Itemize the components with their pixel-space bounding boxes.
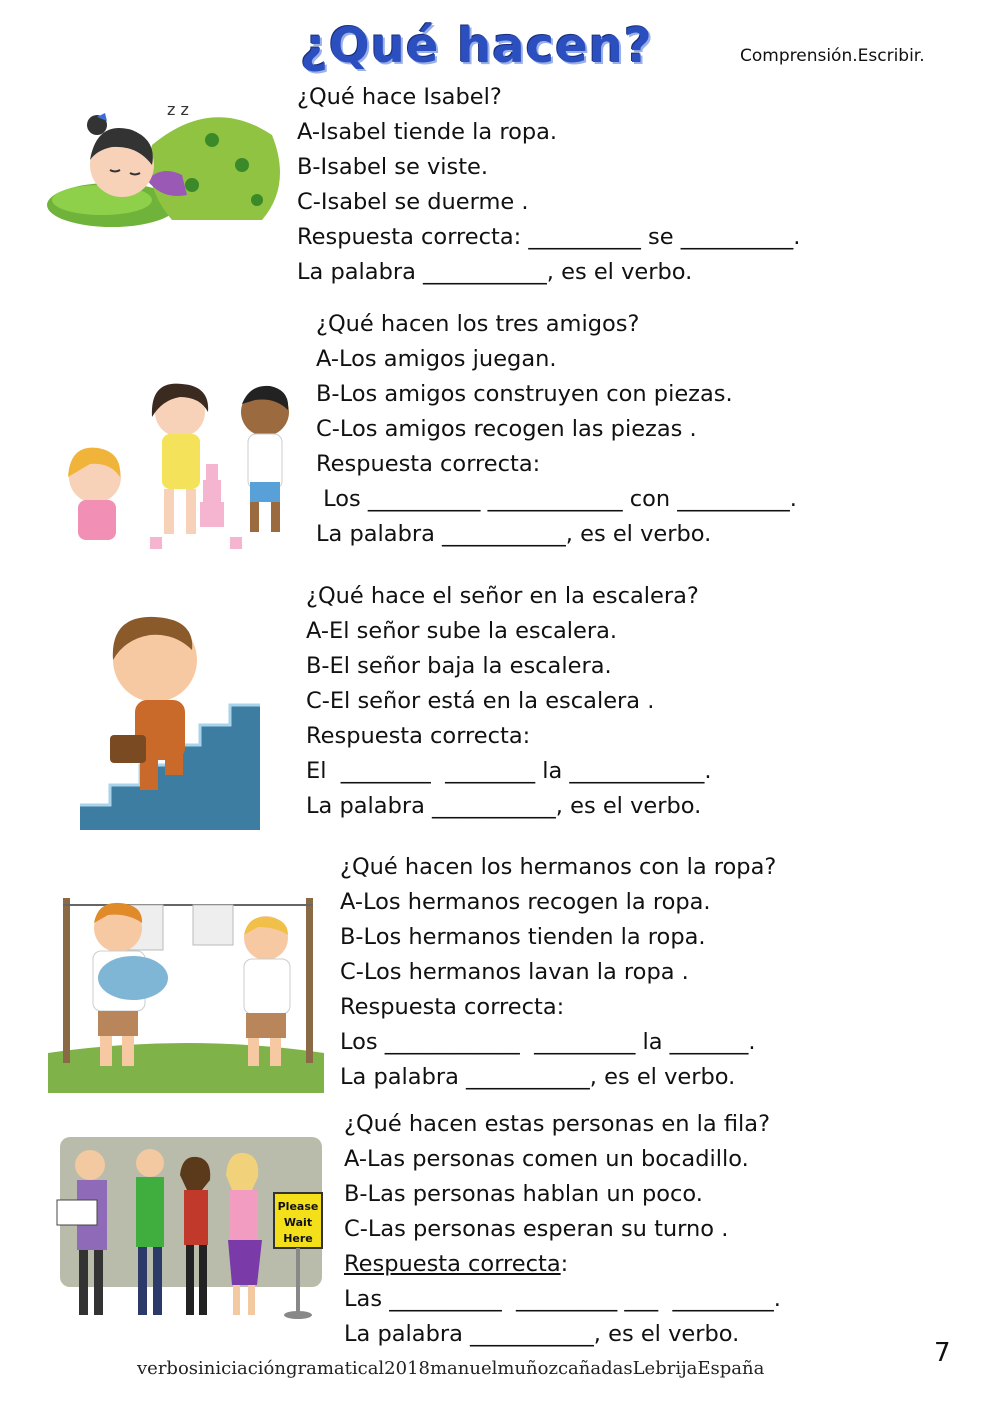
- option-5c: C-Las personas esperan su turno .: [344, 1216, 729, 1242]
- option-1b: B-Isabel se viste.: [297, 154, 489, 180]
- verb-line-3: La palabra ___________, es el verbo.: [306, 793, 702, 819]
- exercise-1: [297, 80, 800, 290]
- verb-line-1: La palabra ___________, es el verbo.: [297, 259, 693, 285]
- answer-line-2: Los __________ ____________ con __________.: [316, 486, 797, 512]
- question-3: ¿Qué hace el señor en la escalera?: [306, 583, 699, 609]
- option-2a: A-Los amigos juegan.: [316, 346, 557, 372]
- question-4: ¿Qué hacen los hermanos con la ropa?: [340, 854, 777, 880]
- answer-label-5-colon: :: [560, 1251, 569, 1277]
- option-3a: A-El señor sube la escalera.: [306, 618, 618, 644]
- three-friends-illustration: [50, 372, 308, 560]
- verb-line-2: La palabra ___________, es el verbo.: [316, 521, 712, 547]
- page-subtitle: Comprensión.Escribir.: [740, 46, 925, 66]
- option-1a: A-Isabel tiende la ropa.: [297, 119, 558, 145]
- option-5a: A-Las personas comen un bocadillo.: [344, 1146, 749, 1172]
- option-3b: B-El señor baja la escalera.: [306, 653, 612, 679]
- page-title: ¿Qué hacen?: [300, 18, 653, 74]
- option-2b: B-Los amigos construyen con piezas.: [316, 381, 733, 407]
- svg-text:z z: z z: [167, 100, 189, 119]
- answer-label-4: Respuesta correcta:: [340, 994, 565, 1020]
- option-2c: C-Los amigos recogen las piezas .: [316, 416, 697, 442]
- option-1c: C-Isabel se duerme .: [297, 189, 529, 215]
- people-in-line-illustration: [52, 1135, 332, 1330]
- exercise-4: [340, 850, 776, 1095]
- exercise-2: [316, 307, 797, 552]
- option-4c: C-Los hermanos lavan la ropa .: [340, 959, 689, 985]
- answer-line-4: Los ____________ _________ la _______.: [340, 1029, 756, 1055]
- question-5: ¿Qué hacen estas personas en la fila?: [344, 1111, 771, 1137]
- option-4b: B-Los hermanos tienden la ropa.: [340, 924, 706, 950]
- sign-text-line-1: Please: [277, 1200, 319, 1213]
- answer-line-5: Las __________ _________ ___ _________.: [344, 1286, 781, 1312]
- exercise-5: [344, 1107, 781, 1352]
- answer-label-5: [344, 1247, 781, 1282]
- brothers-laundry-illustration: [48, 893, 324, 1093]
- option-4a: A-Los hermanos recogen la ropa.: [340, 889, 711, 915]
- answer-line-3: El ________ ________ la ____________.: [306, 758, 712, 784]
- answer-line-1: Respuesta correcta: __________ se __________.: [297, 224, 801, 250]
- exercise-3: [306, 579, 712, 824]
- page-number: 7: [934, 1338, 951, 1368]
- option-3c: C-El señor está en la escalera .: [306, 688, 655, 714]
- answer-label-3: Respuesta correcta:: [306, 723, 531, 749]
- sign-text-line-3: Here: [283, 1232, 313, 1245]
- man-on-stairs-illustration: [80, 605, 265, 830]
- sleeping-girl-illustration: [42, 85, 292, 235]
- verb-line-4: La palabra ___________, es el verbo.: [340, 1064, 736, 1090]
- answer-label-5-text: Respuesta correcta: [344, 1251, 561, 1277]
- question-1: ¿Qué hace Isabel?: [297, 84, 502, 110]
- question-2: ¿Qué hacen los tres amigos?: [316, 311, 640, 337]
- sign-text-line-2: Wait: [283, 1216, 313, 1229]
- answer-label-2: Respuesta correcta:: [316, 451, 541, 477]
- verb-line-5: La palabra ___________, es el verbo.: [344, 1321, 740, 1347]
- option-5b: B-Las personas hablan un poco.: [344, 1181, 703, 1207]
- footer-credit: verbosiniciacióngramatical2018manuelmuñozcañadasLebrijaEspaña: [137, 1358, 765, 1379]
